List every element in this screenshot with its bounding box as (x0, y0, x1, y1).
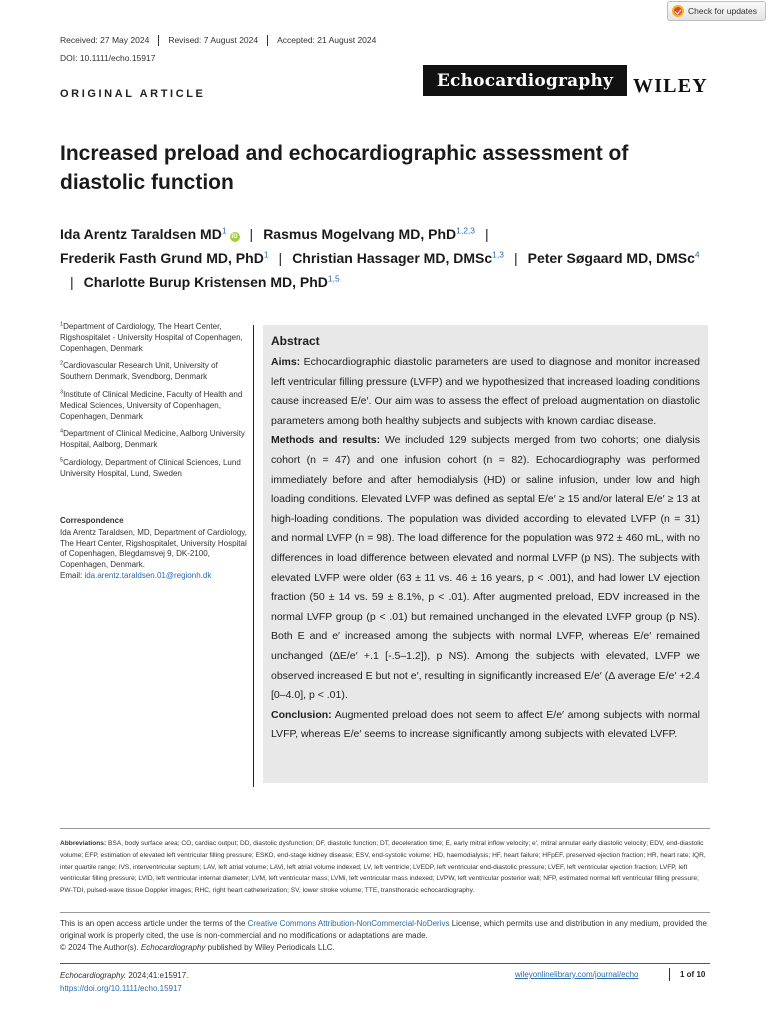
affiliation-number: 3 (60, 389, 64, 396)
affiliation-number: 2 (60, 360, 64, 367)
aims-text: Echocardiographic diastolic parameters are used to diagnose and monitor increased left ventricular filling pressure (LVFP) and we hypothesized that increased loading conditions cause increased E/e′. Our aim was to assess the effect of preload augmentation on diastolic parameters among both healthy subjects and subjects with known cardiac disease. (271, 356, 700, 427)
copyright-post: published by Wiley Periodicals LLC. (205, 943, 335, 953)
abstract-conclusion (271, 706, 700, 745)
correspondence-email-line (60, 571, 250, 582)
affiliation (60, 429, 250, 451)
license-text (60, 918, 710, 942)
check-for-updates-label: Check for updates (688, 6, 757, 16)
author-separator: | (278, 250, 283, 266)
affiliation-text: Cardiovascular Research Unit, University of Southern Denmark, Svendborg, Denmark (60, 361, 218, 382)
received-date: Received: 27 May 2024 (60, 35, 159, 46)
affiliation (60, 322, 250, 354)
author[interactable]: Rasmus Mogelvang MD, PhD (263, 226, 457, 242)
email-label: Email: (60, 570, 85, 580)
author-sup: 4 (694, 249, 700, 260)
journal-site-link[interactable]: wileyonlinelibrary.com/journal/echo (515, 970, 639, 979)
license-post: License, which permits use and distribution in any medium, provided the original work is properly cited, the use is non-commercial and no modifications or adaptations are made. (60, 919, 707, 941)
affiliation (60, 390, 250, 422)
footer-citation-text: 2024;41:e15917. (126, 971, 189, 980)
email-link[interactable]: ida.arentz.taraldsen.01@regionh.dk (84, 570, 212, 580)
footer-divider (60, 963, 710, 964)
affiliation-text: Department of Cardiology, The Heart Center, Rigshospitalet - University Hospital of Copenhagen, Copenhagen, Denmark (60, 322, 243, 353)
license-link[interactable]: Creative Commons Attribution-NonCommercial-NoDerivs (247, 919, 450, 928)
affiliations (60, 322, 250, 487)
publisher-logo: WILEY (633, 75, 708, 97)
abstract-heading: Abstract (271, 334, 320, 348)
check-badge-icon (672, 5, 684, 17)
author-separator: | (485, 226, 489, 242)
author-separator: | (513, 250, 518, 266)
author-sup: 1,5 (327, 273, 340, 284)
divider (60, 912, 710, 913)
author[interactable]: Christian Hassager MD, DMSc (292, 250, 493, 266)
journal-logo: Echocardiography (423, 65, 627, 96)
affiliation-number: 4 (60, 428, 64, 435)
author-sup: 1,3 (492, 249, 504, 260)
conclusion-text: Augmented preload does not seem to affect E/e′ among subjects with normal LVFP, whereas E/e′ seems to increase significantly among subjects with elevated LVFP. (271, 708, 701, 741)
affiliation-text: Institute of Clinical Medicine, Faculty of Health and Medical Sciences, University of Copenhagen, Copenhagen, Denmark (60, 389, 243, 421)
citation-line (60, 970, 188, 983)
article-dates (60, 35, 385, 46)
copyright-journal: Echocardiography (140, 943, 206, 953)
correspondence-heading: Correspondence (60, 516, 124, 525)
article-title: Increased preload and echocardiographic assessment of diastolic function (60, 142, 629, 194)
affiliation-text: Department of Clinical Medicine, Aalborg University Hospital, Aalborg, Denmark (60, 429, 245, 450)
affiliation (60, 458, 250, 480)
footer-journal: Echocardiography. (60, 971, 127, 980)
author[interactable]: Charlotte Burup Kristensen MD, PhD (83, 274, 328, 290)
abbreviations (60, 838, 710, 897)
article-type: ORIGINAL ARTICLE (60, 88, 206, 100)
author[interactable]: Frederik Fasth Grund MD, PhD (60, 250, 264, 266)
abstract-aims (271, 353, 700, 431)
author-sup: 1 (221, 225, 227, 236)
affiliation-number: 5 (60, 457, 64, 464)
revised-date: Revised: 7 August 2024 (159, 35, 268, 46)
conclusion-label: Conclusion: (271, 708, 332, 721)
doi: DOI: 10.1111/echo.15917 (60, 53, 156, 63)
abbreviations-text: BSA, body surface area; CO, cardiac output; DD, diastolic dysfunction; DF, diastolic function; DT, deceleration time; E, early mitral inflow velocity; e′, mitral annular early diastolic velocity; EDV, end-diastolic volume; EFP, estimation of elevated left ventricular filling pressure; ESKD, end-stage kidney disease; ESV, end-systolic volume; HD, haemodialysis; HF, heart failure; HFpEF, preserved ejection fraction; HR, heart rate; IQR, inter quartile range; IVS, interventricular septum; LAV, left atrial volume; LAVi, left atrial volume indexed; LV, left ventricle; LVEDP, left ventricular end-diastolic pressure; LVEF, left ventricular ejection fraction; LVFP, left ventricular filling pressure; LVID, left ventricular internal diameter; LVM, left ventricular mass; LVMi, left ventricular mass indexed; LVPW, left ventricular posterior wall; NFP, estimated normal left ventricular filling pressure; PW-TDI, pulsed-wave tissue Doppler images; RHC, right heart catheterization; SV, lower stroke volume; TTE, transthoracic echocardiography. (60, 840, 706, 895)
license-notice (60, 918, 710, 955)
methods-text: We included 129 subjects merged from two cohorts; one dialysis cohort (n = 47) and one infusion cohort (n = 82). Echocardiography was performed immediately before and after hemodialysis (HD) or saline infusion, under low and high loading conditions. Elevated LVFP was defined as septal E/e′ ≥ 15 and/or lateral E/e′ ≥ 13 at high-loading conditions. The population was divided according to elevated LVFP (n = 31) and normal LVFP (n = 98). The load difference for the population was 972 ± 460 mL, with no differences in load difference between elevated and normal LVFP (p NS). The subjects with elevated LVFP were older (63 ± 11 vs. 46 ± 16 years, p < .001), and had lower LV ejection fraction (50 ± 14 vs. 59 ± 8.1%, p < .01). After augmented preload, EDV increased in the normal LVFP group (p < .01) but remained unchanged in the elevated LVFP group (p NS). Both E and e′ increased among the subjects with normal LVFP, whereas E/e′ remained unchanged (ΔE/e′ +.1 [-.5–1.2]), p NS). Among the subjects with elevated, LVFP we observed increased E but not e′, resulting in significantly increased E/e′ (Δ average E/e′ +2.4 [0–4.0], p < .01). (271, 434, 700, 702)
affiliation-text: Cardiology, Department of Clinical Sciences, Lund University Hospital, Lund, Sweden (60, 457, 241, 478)
copyright (60, 942, 710, 954)
author-list (60, 222, 710, 294)
footer-separator (669, 968, 670, 981)
author-sup: 1,2,3 (456, 225, 476, 236)
aims-label: Aims: (271, 356, 301, 368)
abbreviations-label: Abbreviations: (60, 840, 107, 847)
abstract-box (263, 325, 708, 783)
author-sup: 1 (263, 249, 269, 260)
accepted-date: Accepted: 21 August 2024 (277, 35, 377, 45)
author[interactable]: Ida Arentz Taraldsen MD (60, 226, 222, 242)
page-number: 1 of 10 (680, 970, 706, 979)
correspondence-text: Ida Arentz Taraldsen, MD, Department of Cardiology, The Heart Center, Rigshospitalet, University Hospital of Copenhagen, Blegdamsvej 9, DK-2100, Copenhagen, Denmark. (60, 527, 247, 570)
author-separator: | (249, 226, 254, 242)
column-divider (253, 325, 254, 787)
correspondence (60, 516, 250, 582)
doi-link[interactable]: https://doi.org/10.1111/echo.15917 (60, 983, 182, 993)
check-for-updates-button[interactable] (667, 1, 766, 21)
license-pre: This is an open access article under the terms of the (60, 919, 248, 928)
author[interactable]: Peter Søgaard MD, DMSc (527, 250, 695, 266)
affiliation (60, 361, 250, 383)
author-separator: | (70, 274, 74, 290)
abstract-methods (271, 431, 700, 705)
affiliation-number: 1 (60, 321, 64, 328)
orcid-icon[interactable]: iD (231, 234, 238, 240)
footer-citation (60, 970, 188, 995)
methods-label: Methods and results: (271, 434, 381, 447)
divider (60, 828, 710, 829)
copyright-pre: © 2024 The Author(s). (60, 943, 141, 953)
